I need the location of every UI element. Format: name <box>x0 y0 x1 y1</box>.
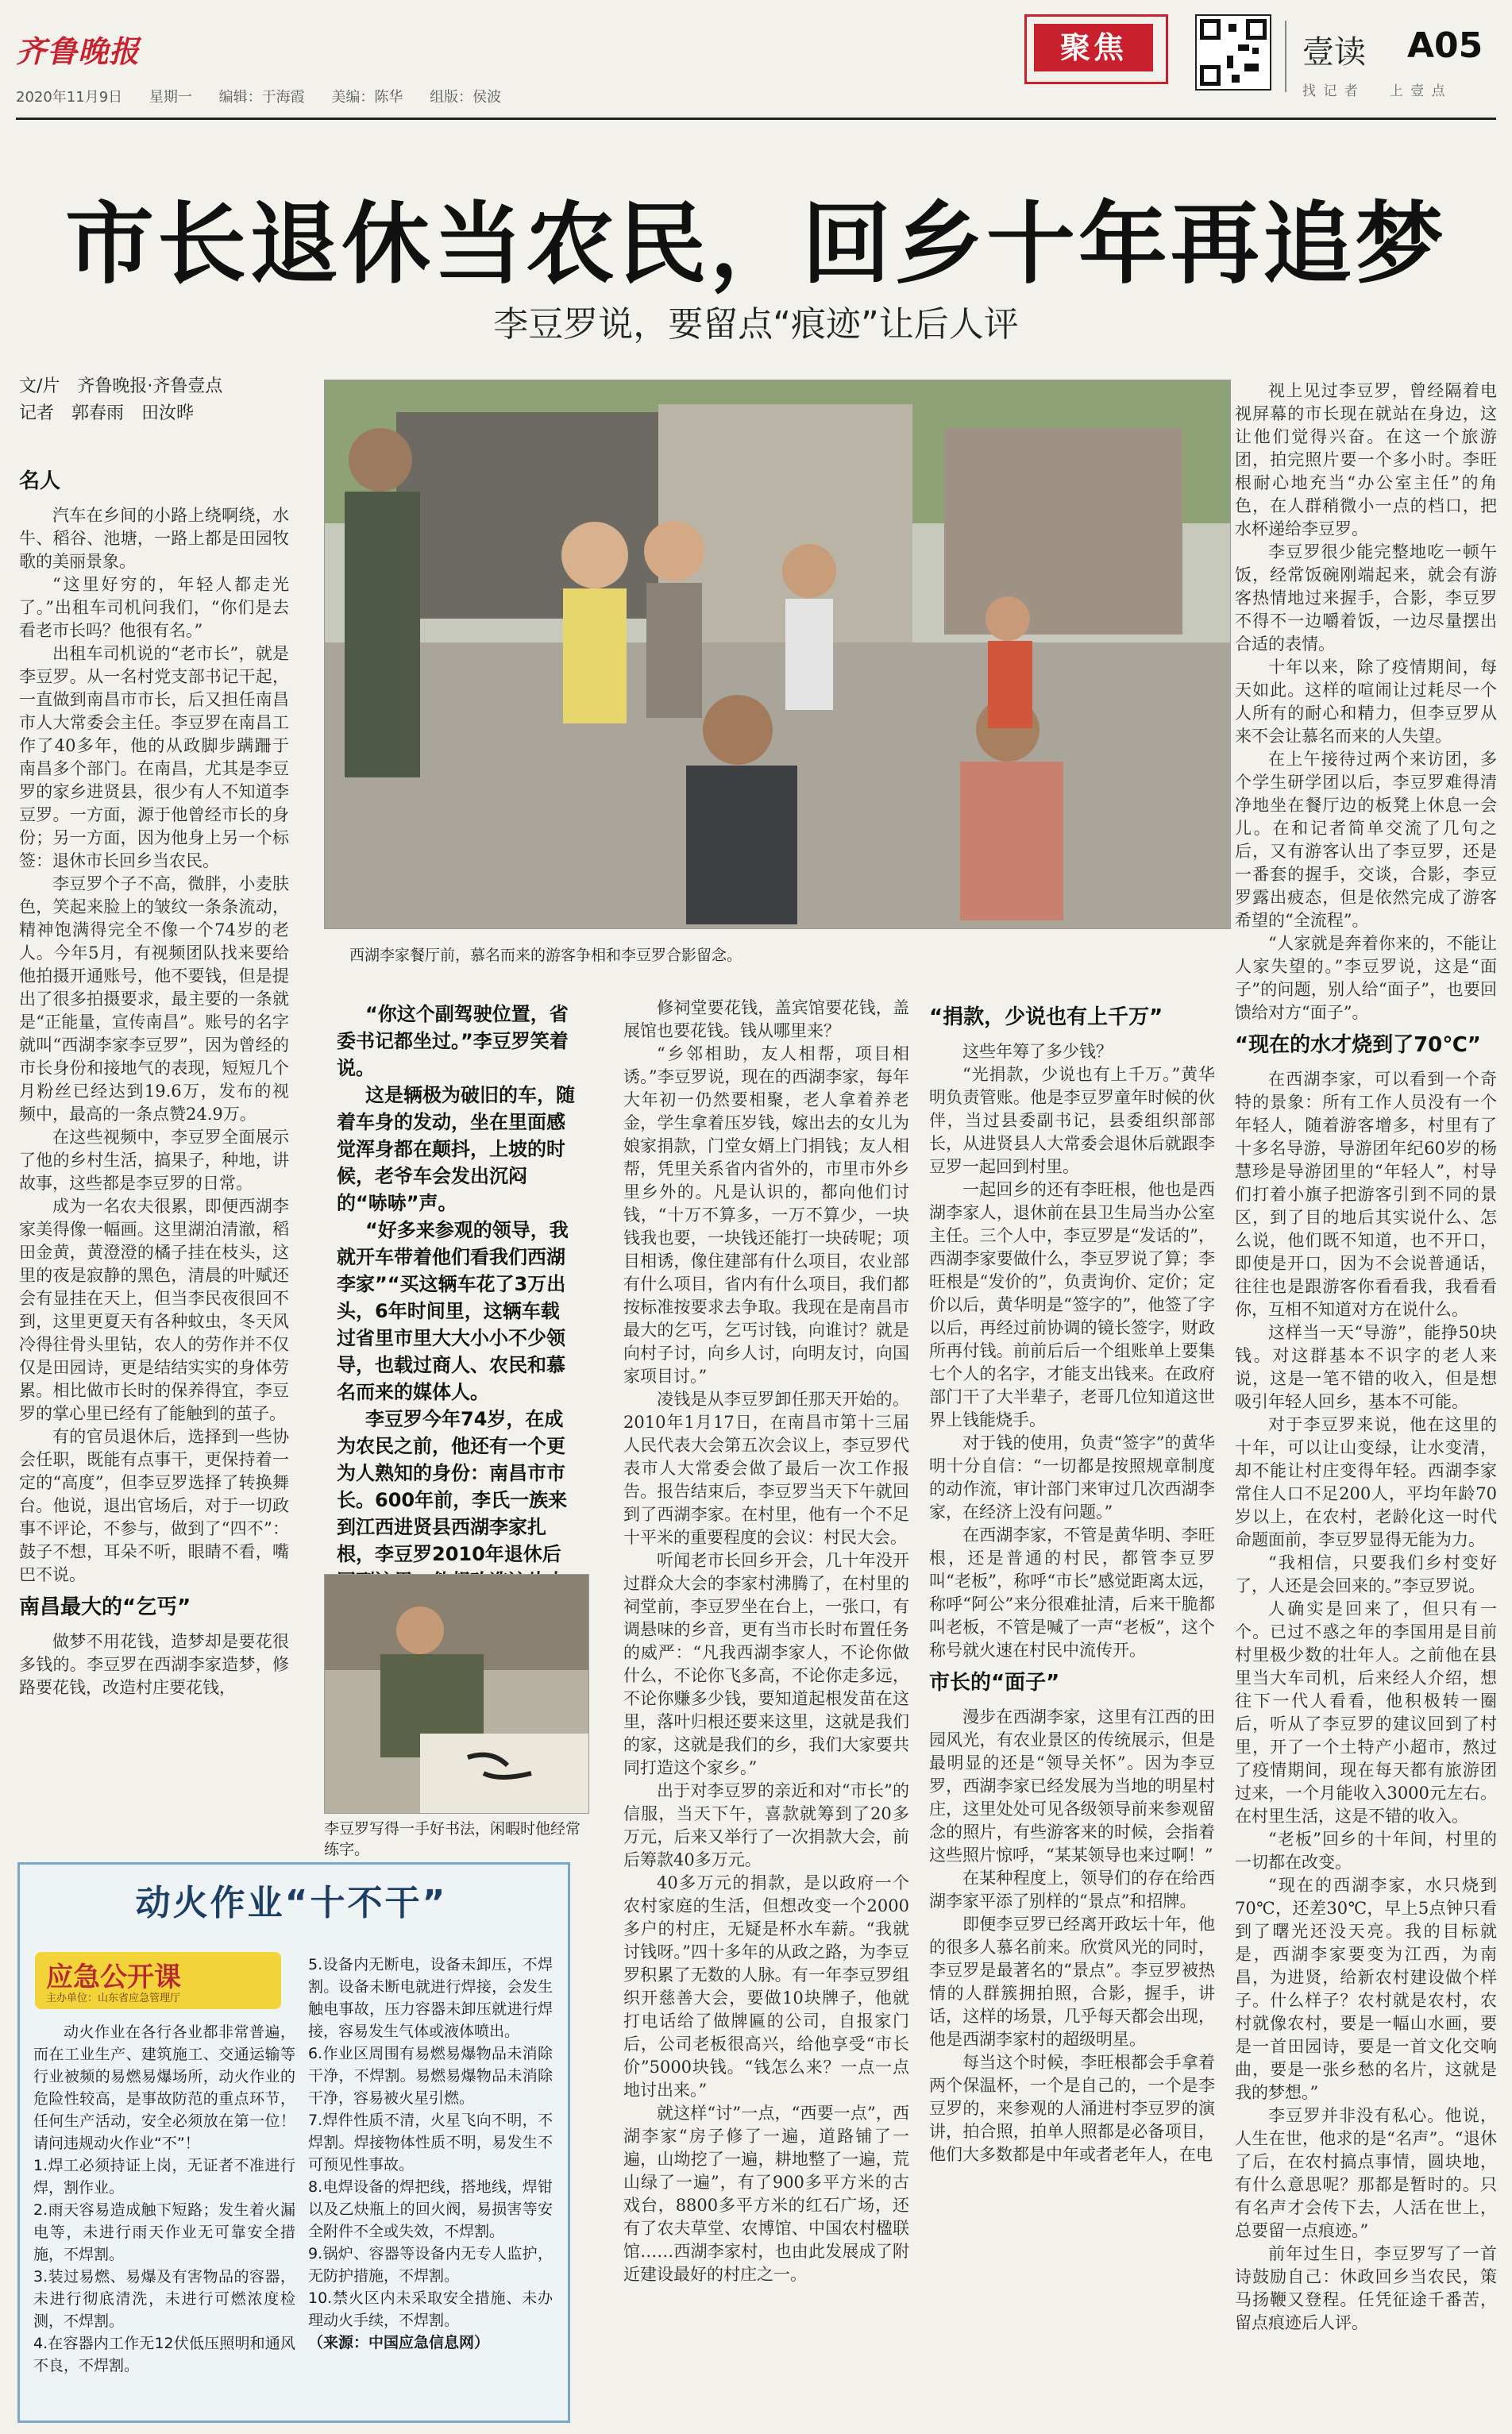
main-photo-illustration <box>325 380 1230 928</box>
notice-item: 7.焊件性质不清，火星飞向不明，不焊割。焊接物体性质不明，易发生不可预见性事故。 <box>308 2112 553 2174</box>
col4-paragraph: “光捐款，少说也有上千万。”黄华明负责管账。他是李豆罗童年时候的伙伴，当过县委副书记，县委组织部部长，从进贤县人大常委会退休后就跟李豆罗一起回到村里。 <box>929 1065 1215 1176</box>
col1-paragraph: 成为一名农夫很累，即便西湖李家美得像一幅画。这里湖泊清澈，稻田金黄，黄澄澄的橘子挂在枝头，这里的夜是寂静的黑色，清晨的叶赋还会有显挂在天上，但当李民夜很回不到，这里更夏天有各种蚊虫，冬天风冷得往骨头里钻，农人的劳作并不仅仅是田园诗，更是结结实实的身体劳累。相比做市长时的保养得宜，李豆罗的掌心里已经有了能触到的茧子。 <box>19 1197 289 1423</box>
emergency-class-title: 应急公开课 <box>46 1961 181 1993</box>
col4-paragraph: 在某种程度上，领导们的存在给西湖李家平添了别样的“景点”和招牌。 <box>929 1869 1215 1911</box>
column-1 <box>19 461 289 1699</box>
byline <box>19 373 222 427</box>
pull-quote <box>337 1001 575 1649</box>
page-number: A05 <box>1407 25 1483 66</box>
col3-paragraph: 修祠堂要花钱，盖宾馆要花钱，盖展馆也要花钱。钱从哪里来？ <box>623 998 909 1040</box>
col3-paragraph: “乡邻相助，友人相帮，项目相诱。”李豆罗说，现在的西湖李家，每年大年初一仍然要相聚，老人拿着养老金，学生拿着压岁钱，嫁出去的女儿为娘家捐款，门堂女婿上门捐钱；友人相帮，凭里关系省内省外的，市里市外乡里乡外的。凡是认识的，都向他们讨钱，“十万不算多，一万不算少，一块钱我也要，一块钱还能打一块砖呢；项目相诱，像住建部有什么项目，农业部有什么项目，省内有什么项目，我们都按标准按要求去争取。我现在是南昌市最大的乞丐，乞丐讨钱，向谁讨？就是向村子讨，向乡人讨，向明友讨，向国家项目讨。” <box>623 1044 909 1386</box>
newspaper-logo: 齐鲁晚报 <box>16 33 141 69</box>
col3-paragraph: 凌钱是从李豆罗卸任那天开始的。2010年1月17日，在南昌市第十三届人民代表大会第五次会议上，李豆罗代表市人大常委会做了最后一次工作报告。报告结束后，李豆罗当天下午就回到了西湖李家。在村里，他有一个不足十平米的重要程度的会议：村民大会。 <box>623 1390 909 1547</box>
col5-paragraph: “人家就是奔着你来的，不能让人家失望的。”李豆罗说，这是“面子”的问题，别人给“面子”，也要回馈给对方“面子”。 <box>1235 934 1497 1022</box>
pull-quote-paragraph: “你这个副驾驶位置，省委书记都坐过。”李豆罗笑着说。 <box>337 1003 569 1079</box>
notice-item: 2.雨天容易造成触下短路；发生着火漏电等，未进行雨天作业无可靠安全措施，不焊割。 <box>33 2201 295 2263</box>
safety-notice-title: 动火作业“十不干” <box>135 1883 448 1923</box>
notice-item: 10.禁火区内未采取安全措施、未办理动火手续，不焊割。 <box>308 2289 553 2329</box>
section-heading-face: 市长的“面子” <box>929 1671 1060 1695</box>
section-focus-label: 聚焦 <box>1034 24 1153 71</box>
section-heading-water: “现在的水才烧到了70℃” <box>1235 1033 1481 1057</box>
main-photo <box>324 380 1231 929</box>
section-heading-beggar: 南昌最大的“乞丐” <box>19 1595 191 1619</box>
masthead-rule <box>16 118 1496 120</box>
notice-intro: 动火作业在各行各业都非常普遍，而在工业生产、建筑施工、交通运输等行业被频的易燃易爆场所，动火作业的危险性较高，是事故防范的重点环节，任何生产活动，安全必须放在第一位！请问违规动火作业“不”！ <box>33 2023 295 2152</box>
masthead-divider <box>1285 21 1286 92</box>
col1-paragraph: 有的官员退休后，选择到一些协会任职，既能有点事干，更保持着一定的“高度”，但李豆罗选择了转换舞台。他说，退出官场后，对于一切政事不评论，不参与，做到了“四不”：鼓子不想，耳朵不听，眼睛不看，嘴巴不说。 <box>19 1427 289 1584</box>
col5-paragraph: 李豆罗并非没有私心。他说，人生在世，他求的是“名声”。“退休了后，在农村搞点事情，圆块地，有什么意思呢？那都是暂时的。只有名声才会传下去，人活在世上，总要留一点痕迹。” <box>1235 2106 1497 2240</box>
editor-credit: 编辑：于海霞 <box>218 89 305 106</box>
notice-source: （来源：中国应急信息网） <box>308 2334 490 2351</box>
notice-item: 3.装过易燃、易爆及有害物品的容器，未进行彻底清洗，未进行可燃浓度检测，不焊割。 <box>33 2268 295 2330</box>
col1-paragraph: 李豆罗个子不高，微胖，小麦肤色，笑起来脸上的皱纹一条条流动，精神饱满得完全不像一个74岁的老人。今年5月，有视频团队找来要给他拍摄开通账号，他不要钱，但是提出了很多拍摄要求，最主要的一条就是“正能量，宣传南昌”。账号的名字就叫“西湖李家李豆罗”，因为曾经的市长身份和接地气的表现，短短几个月粉丝已经达到19.6万，发布的视频中，最高的一条点赞24.9万。 <box>19 874 289 1124</box>
col4-paragraph: 这些年筹了多少钱？ <box>962 1042 1113 1061</box>
col1-paragraph: 做梦不用花钱，造梦却是要花很多钱的。李豆罗在西湖李家造梦，修路要花钱，改造村庄要花钱， <box>19 1632 289 1697</box>
col5-paragraph: “老板”回乡的十年间，村里的一切都在改变。 <box>1235 1830 1497 1872</box>
col5-paragraph: 人确实是回来了，但只有一个。已过不惑之年的李国用是目前村里极少数的壮年人。之前他在县里当大车司机，后来经人介绍，想往下一代人看看，他积极转一圈后，听从了李豆罗的建议回到了村里，开了一个土特产小超市，熬过了疫情期间，现在每天都有旅游团过来，一个月能收入3000元左右。在村里生活，这是不错的收入。 <box>1235 1599 1497 1826</box>
calligraphy-photo-illustration <box>325 1575 588 1813</box>
pull-quote-paragraph: 这是辆极为破旧的车，随着车身的发动，坐在里面感觉浑身都在颠抖，上坡的时候，老爷车会发出沉闷的“哧哧”声。 <box>337 1084 575 1214</box>
col5-paragraph: 这样当一天“导游”，能挣50块钱。对这群基本不识字的老人来说，这是一笔不错的收入，但是想吸引年轻人回乡，基本不可能。 <box>1235 1323 1497 1411</box>
main-photo-caption: 西湖李家餐厅前，慕名而来的游客争相和李豆罗合影留念。 <box>349 947 742 964</box>
slogan: 找 记 者 上 壹 点 <box>1302 83 1447 99</box>
col5-paragraph: 前年过生日，李豆罗写了一首诗鼓励自己：休政回乡当农民，策马扬鞭又登程。任凭征途千番苦，留点痕迹后人评。 <box>1235 2244 1497 2332</box>
section-name: 壹读 <box>1302 34 1366 71</box>
notice-item: 1.焊工必须持证上岗，无证者不准进行焊，割作业。 <box>33 2157 295 2197</box>
calligraphy-photo <box>324 1574 589 1814</box>
subheadline: 李豆罗说，要留点“痕迹”让后人评 <box>493 304 1019 345</box>
byline-reporters: 记者 郭春雨 田汝晔 <box>19 403 195 423</box>
proof-credit: 组版：侯波 <box>430 89 502 106</box>
col1-paragraph: 在这些视频中，李豆罗全面展示了他的乡村生活，搞果子，种地，讲故事，这些都是李豆罗的日常。 <box>19 1128 289 1193</box>
col5-paragraph: “现在的西湖李家，水只烧到70℃，还差30℃，早上5点钟只看到了曙光还没天亮。我的目标就是，西湖李家要变为江西，为南昌，为进贤，给新农村建设做个样子。什么样子？农村就是农村，农村就像农村，要是一幅山水画，要是一首田园诗，要是一首文化交响曲，要是一张乡愁的名片，这就是我的梦想。” <box>1235 1876 1497 2102</box>
col3-paragraph: 40多万元的捐款，是以政府一个农村家庭的生活，但想改变一个2000多户的村庄，无疑是杯水车薪。“我就讨钱呀。”四十多年的从政之路，为李豆罗积累了无数的人脉。有一年李豆罗组织开慈善大会，要做10块牌子，他就打电话给了做牌匾的公司，自报家门后，公司老板很高兴，给他享受“市长价”5000块钱。“钱怎么来？一点一点地讨出来。” <box>623 1873 909 2100</box>
col5-paragraph: “我相信，只要我们乡村变好了，人还是会回来的。”李豆罗说。 <box>1235 1553 1497 1595</box>
notice-item: 9.锅炉、容器等设备内无专人监护，无防护措施，不焊割。 <box>308 2245 553 2285</box>
col3-paragraph: 出于对李豆罗的亲近和对“市长”的信服，当天下午，喜款就筹到了20多万元，后来又举行了一次捐款大会，前后筹款40多万元。 <box>623 1781 909 1869</box>
col4-paragraph: 一起回乡的还有李旺根，他也是西湖李家人，退休前在县卫生局当办公室主任。三个人中，李豆罗是“发话的”，西湖李家要做什么，李豆罗说了算；李旺根是“发价的”，负责询价、定价；定价以后，黄华明是“签字的”，他签了字以后，再经过前协调的镜长签字，财政所再付钱。前前后后一个组账单上要集七个人的名字，才能支出钱来。在政府部门干了大半辈子，老哥几位知道这世界上钱能烧手。 <box>929 1180 1215 1429</box>
col1-paragraph: “这里好穷的，年轻人都走光了。”出租车司机问我们，“你们是去看老市长吗？他很有名。” <box>19 575 289 640</box>
qr-code-icon[interactable] <box>1195 14 1271 91</box>
notice-item: 6.作业区周围有易燃易爆物品未消除干净，不焊割。易燃易爆物品未消除干净，容易被火星引燃。 <box>308 2045 553 2107</box>
col1-paragraph: 出租车司机说的“老市长”，就是李豆罗。从一名村党支部书记干起，一直做到南昌市市长，后又担任南昌市人大常委会主任。李豆罗在南昌工作了40多年，他的从政脚步蹒跚于南昌多个部门。在南昌，尤其是李豆罗的家乡进贤县，很少有人不知道李豆罗。一方面，源于他曾经市长的身份；另一方面，因为他身上另一个标签：退休市长回乡当农民。 <box>19 644 289 870</box>
issue-meta <box>16 86 523 106</box>
col4-paragraph: 每当这个时候，李旺根都会手拿着两个保温杯，一个是自己的，一个是李豆罗的，来参观的人涌进村李豆罗的演讲，拍合照，拍单人照都是必备项目，他们大多数都是中年或者老年人，在电 <box>929 2053 1215 2164</box>
col4-paragraph: 漫步在西湖李家，这里有江西的田园风光，有农业景区的传统展示，但是最明显的还是“领导关怀”。因为李豆罗，西湖李家已经发展为当地的明星村庄，这里处处可见各级领导前来参观留念的照片，有些游客来的时候，会指着这些照片惊呼，“某某领导也来过啊！” <box>929 1707 1215 1865</box>
col5-paragraph: 在西湖李家，可以看到一个奇特的景象：所有工作人员没有一个年轻人，随着游客增多，村里有了十多名导游，导游团年纪60岁的杨慧珍是导游团里的“年轻人”，村导们打着小旗子把游客引到不同的景区，到了目的地后其实说什么、怎么说，他们既不知道，也不开口，即使是开口，因为不会说普通话，往往也是跟游客你看看我，我看看你，互相不知道对方在说什么。 <box>1235 1070 1497 1319</box>
notice-left-column <box>33 2021 295 2377</box>
notice-item: 8.电焊设备的焊把线，搭地线，焊钳以及乙炔瓶上的回火阀，易损害等安全附件不全或失效，不焊割。 <box>308 2178 553 2240</box>
issue-date: 2020年11月9日 <box>16 89 123 106</box>
col5-paragraph: 李豆罗很少能完整地吃一顿午饭，经常饭碗刚端起来，就会有游客热情地过来握手，合影，李豆罗不得不一边嚼着饭，一边尽量摆出合适的表情。 <box>1235 542 1497 654</box>
issue-weekday: 星期一 <box>148 89 192 106</box>
col1-paragraph: 汽车在乡间的小路上绕啊绕，水牛、稻谷、池塘，一路上都是田园牧歌的美丽景象。 <box>19 506 289 571</box>
headline: 市长退休当农民，回乡十年再追梦 <box>65 193 1447 296</box>
byline-source: 文/片 齐鲁晚报·齐鲁壹点 <box>19 376 223 396</box>
col5-paragraph: 对于李豆罗来说，他在这里的十年，可以让山变绿，让水变清，却不能让村庄变得年轻。西湖李家常住人口不足200人，平均年龄70岁以上，在农村，老龄化这一时代命题面前，李豆罗显得无能为力。 <box>1235 1415 1497 1549</box>
designer-credit: 美编：陈华 <box>331 89 403 106</box>
col4-paragraph: 在西湖李家，不管是黄华明、李旺根，还是普通的村民，都管李豆罗叫“老板”，称呼“市长”感觉距离太远，称呼“阿公”来分很难扯清，后来干脆都叫老板，不管是喊了一声“老板”，这个称号就火速在村民中流传开。 <box>929 1526 1215 1660</box>
section-heading-celebrity: 名人 <box>19 469 61 493</box>
notice-item: 5.设备内无断电，设备未卸压，不焊割。设备未断电就进行焊接，会发生触电事故，压力容器未卸压就进行焊接，容易发生气体或液体喷出。 <box>308 1956 553 2040</box>
section-heading-donation: “捐款，少说也有上千万” <box>929 1005 1163 1029</box>
col5-paragraph: 在上午接待过两个来访团，多个学生研学团以后，李豆罗难得清净地坐在餐厅边的板凳上休息一会儿。在和记者简单交流了几句之后，又有游客认出了李豆罗，还是一番套的握手，交谈，合影，李豆罗露出疲态，但是依然完成了游客希望的“全流程”。 <box>1235 750 1497 930</box>
column-3 <box>623 997 909 2286</box>
col3-paragraph: 就这样“讨”一点，“西要一点”，西湖李家“房子修了一遍，道路铺了一遍，山坳挖了一遍，耕地整了一遍，荒山绿了一遍”，有了900多平方米的古戏台，8800多平方米的红石广场，还有了农夫草堂、农博馆、中国农村楹联馆……西湖李家村，也由此发展成了附近建设最好的村庄之一。 <box>623 2104 909 2284</box>
calligraphy-photo-caption: 李豆罗写得一手好书法，闲暇时他经常练字。 <box>324 1820 581 1858</box>
notice-right-column <box>308 1954 553 2354</box>
col4-paragraph: 对于钱的使用，负责“签字”的黄华明十分自信：“一切都是按照规章制度的动作流，审计部门来审过几次西湖李家，在经济上没有问题。” <box>929 1433 1215 1522</box>
column-5 <box>1235 380 1497 2335</box>
col4-paragraph: 即便李豆罗已经离开政坛十年，他的很多人慕名前来。欣赏风光的同时，李豆罗是最著名的“景点”。李豆罗被热情的人群簇拥拍照，合影，握手，讲话，这样的场景，几乎每天都会出现，他是西湖李家村的超级明星。 <box>929 1915 1215 2049</box>
col5-paragraph: 十年以来，除了疫情期间，每天如此。这样的喧闹让过耗尽一个人所有的耐心和精力，但李豆罗从来不会让慕名而来的人失望。 <box>1235 658 1497 746</box>
col5-paragraph: 视上见过李豆罗，曾经隔着电视屏幕的市长现在就站在身边，这让他们觉得兴奋。在这一个旅游团，拍完照片要一个多小时。李旺根耐心地充当“办公室主任”的角色，在人群稍微小一点的档口，把水杯递给李豆罗。 <box>1235 381 1497 538</box>
emergency-class-host: 主办单位：山东省应急管理厅 <box>46 1992 181 2004</box>
pull-quote-paragraph: “好多来参观的领导，我就开车带着他们看我们西湖李家”“买这辆车花了3万出头，6年时间里，这辆车载过省里市里大大小小不少领导，也载过商人、农民和慕名而来的媒体人。 <box>337 1219 569 1403</box>
notice-item: 4.在容器内工作无12伏低压照明和通风不良，不焊割。 <box>33 2335 295 2374</box>
column-4 <box>929 997 1215 2166</box>
pull-quote-paragraph: 李豆罗今年74岁，在成为农民之前，他还有一个更为人熟知的身份：南昌市市长。600年前，李氏一族来到江西进贤县西湖李家扎根，李豆罗2010年退休后 <box>337 1408 568 1565</box>
col3-paragraph: 听闻老市长回乡开会，几十年没开过群众大会的李家村沸腾了，在村里的祠堂前，李豆罗坐在台上，一张口，有调悬味的乡音，更有当市长时布置任务的威严：“凡我西湖李家人，不论你做什么，不论你飞多高，不论你走多远，不论你赚多少钱，要知道起根发苗在这里，落叶归根还要来这里，这就是我们的家，这就是我们的乡，我们大家要共同打造这个家乡。” <box>623 1551 909 1777</box>
